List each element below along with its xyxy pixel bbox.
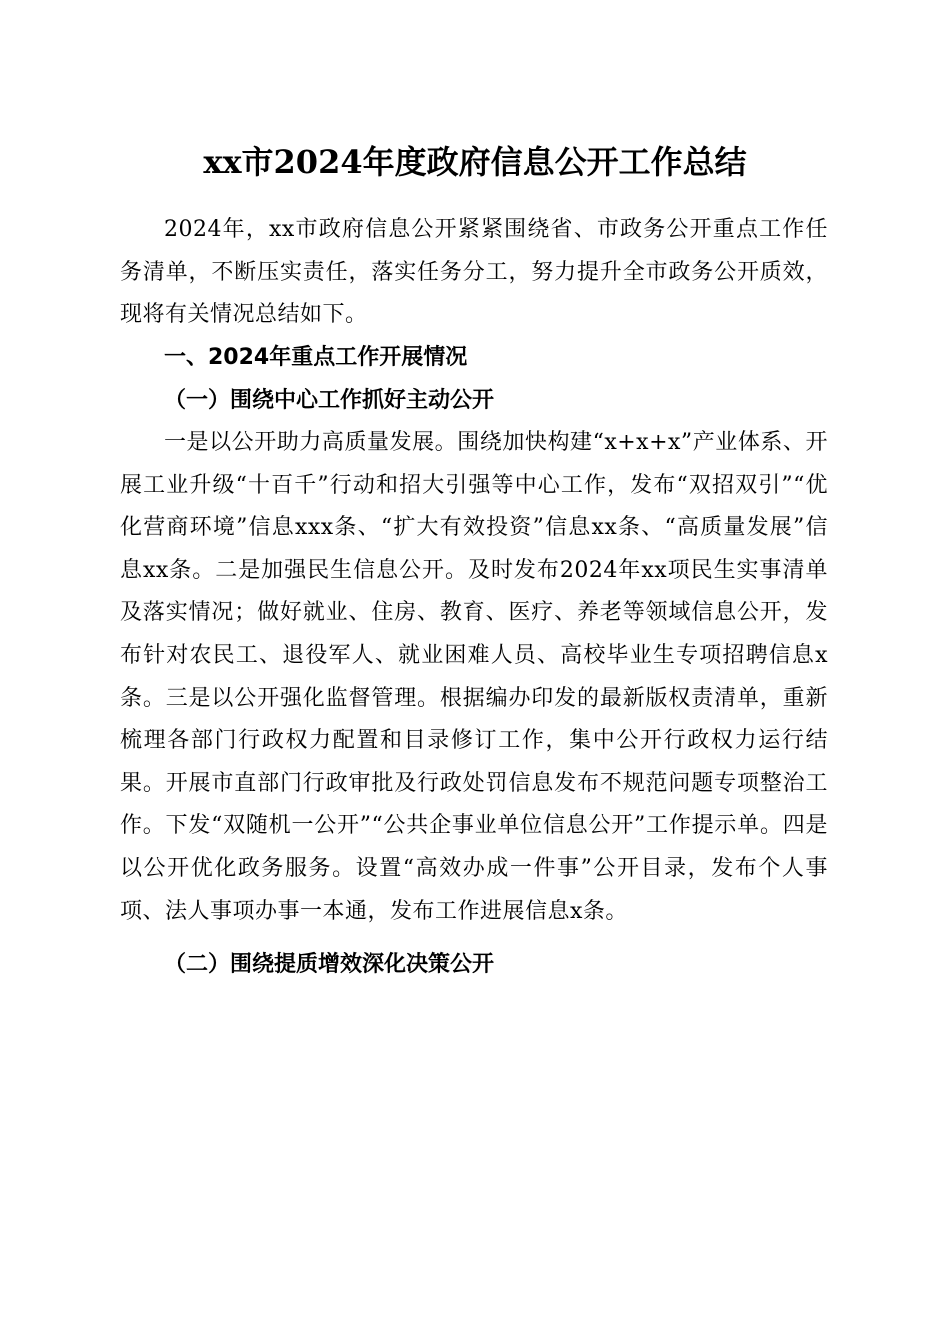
- intro-paragraph: 2024年，xx市政府信息公开紧紧围绕省、市政务公开重点工作任务清单，不断压实责任，落实任务分工，努力提升全市政务公开质效，现将有关情况总结如下。: [120, 217, 828, 328]
- document-body: [120, 209, 828, 986]
- subsection-1-paragraph: 一是以公开助力高质量发展。围绕加快构建“x+x+x”产业体系、开展工业升级“十百千”行动和招大引强等中心工作，发布“双招双引”“优化营商环境”信息xxx条、“扩大有效投资”信息xx条、“高质量发展”信息xx条。二是加强民生信息公开。及时发布2024年xx项民生实事清单及落实情况；做好就业、住房、教育、医疗、养老等领域信息公开，发布针对农民工、退役军人、就业困难人员、高校毕业生专项招聘信息x条。三是以公开强化监督管理。根据编办印发的最新版权责清单，重新梳理各部门行政权力配置和目录修订工作，集中公开行政权力运行结果。开展市直部门行政审批及行政处罚信息发布不规范问题专项整治工作。下发“双随机一公开”“公共企事业单位信息公开”工作提示单。四是以公开优化政务服务。设置“高效办成一件事”公开目录，发布个人事项、法人事项办事一本通，发布工作进展信息x条。: [120, 429, 828, 924]
- subsection-heading-2: （二）围绕提质增效深化决策公开: [164, 951, 495, 978]
- section-heading-1: 一、2024年重点工作开展情况: [164, 344, 468, 370]
- subsection-heading-1: （一）围绕中心工作抓好主动公开: [164, 387, 495, 414]
- document-title: xx市2024年度政府信息公开工作总结: [203, 143, 747, 181]
